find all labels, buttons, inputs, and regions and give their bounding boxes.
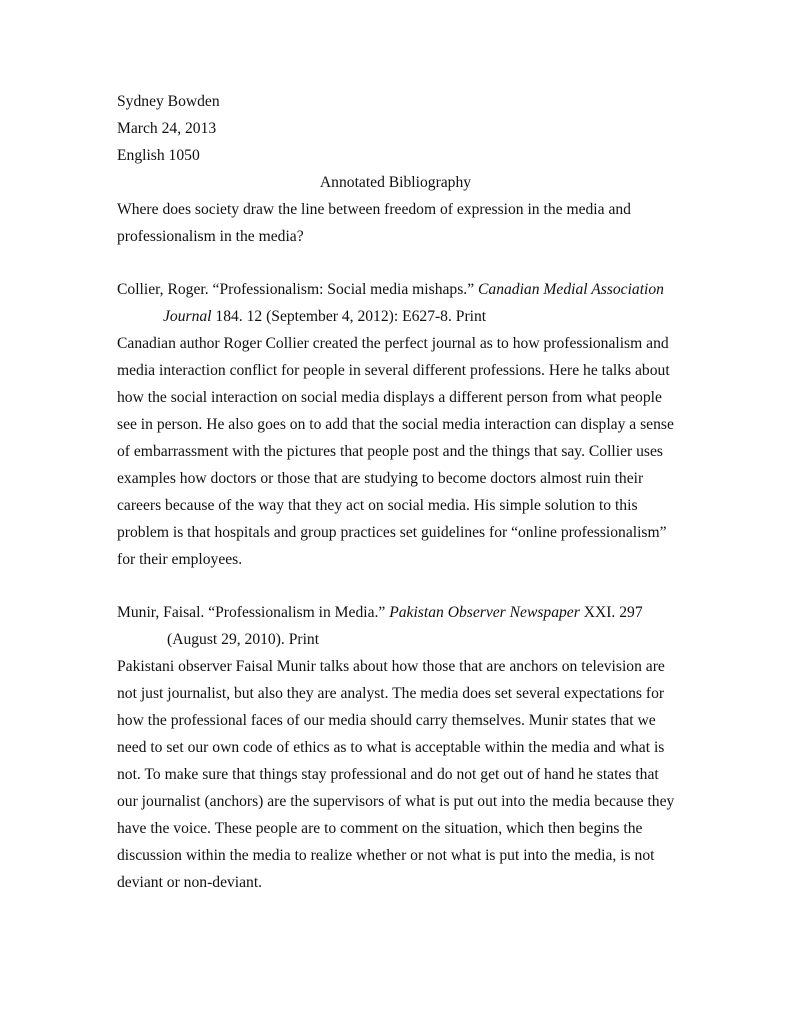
citation-source-title: Journal [163,308,212,325]
annotation-line: examples how doctors or those that are studying to become doctors almost ruin their [117,470,644,487]
annotation-line: media interaction conflict for people in several different professions. Here he talks about [117,362,670,379]
annotation-line: how the professional faces of our media should carry themselves. Munir states that we [117,712,656,729]
research-question-line: Where does society draw the line between freedom of expression in the media and [117,201,631,218]
annotation-line: have the voice. These people are to comment on the situation, which then begins the [117,820,643,837]
annotation-line: deviant or non-deviant. [117,874,263,891]
citation-text: XXI. 297 [579,604,643,621]
citation-source-title: Canadian Medial Association [478,281,664,298]
annotation-line: need to set our own code of ethics as to what is acceptable within the media and what is [117,739,665,756]
annotation-line: discussion within the media to realize whether or not what is put into the media, is not [117,847,655,864]
citation-line [163,307,486,327]
document-date: March 24, 2013 [117,120,217,137]
research-question-line: professionalism in the media? [117,228,304,245]
annotation-line: not just journalist, but also they are analyst. The media does set several expectations for [117,685,665,702]
citation-line: (August 29, 2010). Print [167,631,320,648]
annotation-line: not. To make sure that things stay professional and do not get out of hand he states that [117,766,659,783]
annotation-line: our journalist (anchors) are the supervisors of what is put out into the media because they [117,793,675,810]
annotation-line: Canadian author Roger Collier created the perfect journal as to how professionalism and [117,335,669,352]
citation-line [117,280,664,300]
annotation-line: see in person. He also goes on to add that the social media interaction can display a sense [117,416,674,433]
annotation-line: how the social interaction on social media displays a different person from what people [117,389,662,406]
annotation-line: for their employees. [117,551,243,568]
citation-text: 184. 12 (September 4, 2012): E627-8. Print [211,308,487,325]
course-name: English 1050 [117,147,200,164]
document-title: Annotated Bibliography [319,174,472,191]
citation-line [117,603,643,623]
annotation-line: careers because of the way that they act on social media. His simple solution to this [117,497,638,514]
annotation-line: Pakistani observer Faisal Munir talks about how those that are anchors on television are [117,658,665,675]
citation-source-title: Pakistan Observer Newspaper [389,604,580,621]
author-name: Sydney Bowden [117,93,220,110]
annotation-line: problem is that hospitals and group practices set guidelines for “online professionalism” [117,524,667,541]
citation-text: Munir, Faisal. “Professionalism in Media.” [117,604,390,621]
citation-text: Collier, Roger. “Professionalism: Social media mishaps.” [117,281,479,298]
annotation-line: of embarrassment with the pictures that people post and the things that say. Collier uses [117,443,663,460]
